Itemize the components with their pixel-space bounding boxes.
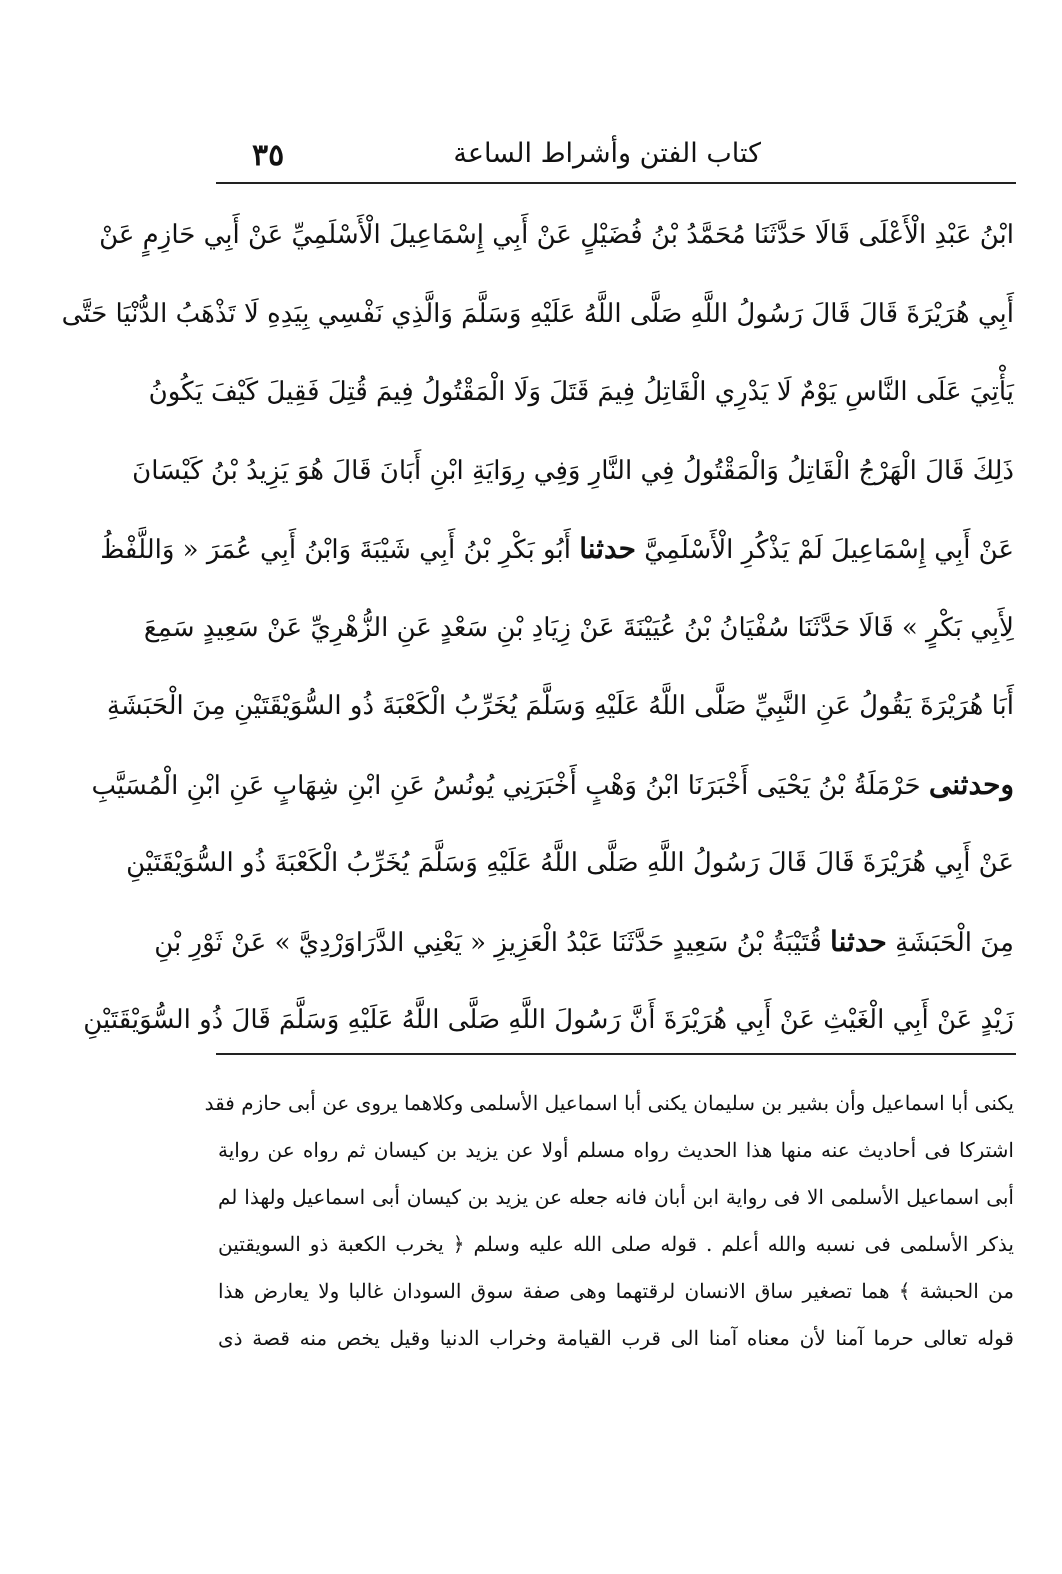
header-divider xyxy=(216,182,1016,184)
hadith-text xyxy=(61,196,1014,1060)
page-number: ٣٥ xyxy=(252,138,285,173)
footnote-line-5: من الحبشة ﴾ هما تصغير ساق الانسان لرقتهما وهى صفة سوق السودان غالبا ولا يعارض هذا xyxy=(218,1279,1014,1303)
text-line-8 xyxy=(91,746,1014,825)
text-line-11: زَيْدٍ عَنْ أَبِي الْغَيْثِ عَنْ أَبِي هُرَيْرَةَ أَنَّ رَسُولَ اللَّهِ صَلَّى اللَّهُ عَلَيْهِ وَسَلَّمَ قَالَ ذُو السُّوَيْقَتَيْنِ xyxy=(83,1005,1014,1035)
text-line-10-end: قُتَيْبَةُ بْنُ سَعِيدٍ حَدَّثَنَا عَبْدُ الْعَزِيزِ « يَعْنِي الدَّرَاوَرْدِيَّ » عَنْ ثَوْرِ بْنِ xyxy=(154,927,822,958)
text-line-5-start: عَنْ أَبِي إِسْمَاعِيلَ لَمْ يَذْكُرِ الْأَسْلَمِيَّ xyxy=(644,535,1014,565)
footnote-line-4: يذكر الأسلمى فى نسبه والله أعلم . قوله صلى الله عليه وسلم ﴿ يخرب الكعبة ذو السويقتين xyxy=(218,1232,1014,1256)
text-line-10 xyxy=(154,903,1014,982)
footnote-line-1: يكنى أبا اسماعيل وأن بشير بن سليمان يكنى أبا اسماعيل الأسلمى وكلاهما يروى عن أبى حازم فقد xyxy=(204,1091,1014,1115)
wahaddathani-marker: وحدثنى xyxy=(928,767,1014,801)
text-line-5 xyxy=(100,510,1014,589)
text-line-10-start: مِنَ الْحَبَشَةِ xyxy=(895,927,1014,958)
footnote-divider xyxy=(216,1053,1016,1055)
haddathana-marker-2: حدثنا xyxy=(830,924,887,958)
text-line-4: ذَلِكَ قَالَ الْهَرْجُ الْقَاتِلُ وَالْمَقْتُولُ فِي النَّارِ وَفِي رِوَايَةِ ابْنِ أَبَانَ قَالَ هُوَ يَزِيدُ بْنُ كَيْسَانَ xyxy=(132,455,1014,486)
text-line-7: أَبَا هُرَيْرَةَ يَقُولُ عَنِ النَّبِيِّ صَلَّى اللَّهُ عَلَيْهِ وَسَلَّمَ يُخَرِّبُ الْكَعْبَةَ ذُو السُّوَيْقَتَيْنِ مِنَ الْحَبَشَةِ xyxy=(106,691,1014,721)
footnote-line-2: اشتركا فى أحاديث عنه منها هذا الحديث رواه مسلم أولا عن يزيد بن كيسان ثم رواه عن رواية xyxy=(218,1138,1014,1162)
text-line-9: عَنْ أَبِي هُرَيْرَةَ قَالَ قَالَ رَسُولُ اللَّهِ صَلَّى اللَّهُ عَلَيْهِ وَسَلَّمَ يُخَرِّبُ الْكَعْبَةَ ذُو السُّوَيْقَتَيْنِ xyxy=(126,848,1014,878)
text-line-3: يَأْتِيَ عَلَى النَّاسِ يَوْمٌ لَا يَدْرِي الْقَاتِلُ فِيمَ قَتَلَ وَلَا الْمَقْتُولُ فِيمَ قُتِلَ فَقِيلَ كَيْفَ يَكُونُ xyxy=(148,377,1014,407)
text-line-8-end: حَرْمَلَةُ بْنُ يَحْيَى أَخْبَرَنَا ابْنُ وَهْبٍ أَخْبَرَنِي يُونُسُ عَنِ ابْنِ شِهَابٍ عَنِ ابْنِ الْمُسَيَّبِ xyxy=(91,770,921,801)
haddathana-marker: حدثنا xyxy=(579,532,636,565)
text-line-2: أَبِي هُرَيْرَةَ قَالَ قَالَ رَسُولُ اللَّهِ صَلَّى اللَّهُ عَلَيْهِ وَسَلَّمَ وَالَّذِي نَفْسِي بِيَدِهِ لَا تَذْهَبُ الدُّنْيَا حَتَّى xyxy=(61,298,1014,329)
text-line-1: ابْنُ عَبْدِ الْأَعْلَى قَالَا حَدَّثَنَا مُحَمَّدُ بْنُ فُضَيْلٍ عَنْ أَبِي إِسْمَاعِيلَ الْأَسْلَمِيِّ عَنْ أَبِي حَازِمٍ عَنْ xyxy=(99,220,1014,250)
running-header xyxy=(216,132,1016,182)
footnote-line-6: قوله تعالى حرما آمنا لأن معناه آمنا الى قرب القيامة وخراب الدنيا وقيل يخص منه قصة ذى xyxy=(218,1326,1014,1350)
footnote-line-3: أبى اسماعيل الأسلمى الا فى رواية ابن أبان فانه جعله عن يزيد بن كيسان أبى اسماعيل ولهذا لم xyxy=(218,1185,1014,1209)
text-line-6: لِأَبِي بَكْرٍ » قَالَا حَدَّثَنَا سُفْيَانُ بْنُ عُيَيْنَةَ عَنْ زِيَادِ بْنِ سَعْدٍ عَنِ الزُّهْرِيِّ عَنْ سَعِيدٍ سَمِعَ xyxy=(143,612,1014,643)
header-title: كتاب الفتن وأشراط الساعة xyxy=(453,138,761,169)
commentary-footnotes xyxy=(204,1080,1014,1362)
text-line-5-end: أَبُو بَكْرِ بْنُ أَبِي شَيْبَةَ وَابْنُ أَبِي عُمَرَ « وَاللَّفْظُ xyxy=(100,535,571,565)
